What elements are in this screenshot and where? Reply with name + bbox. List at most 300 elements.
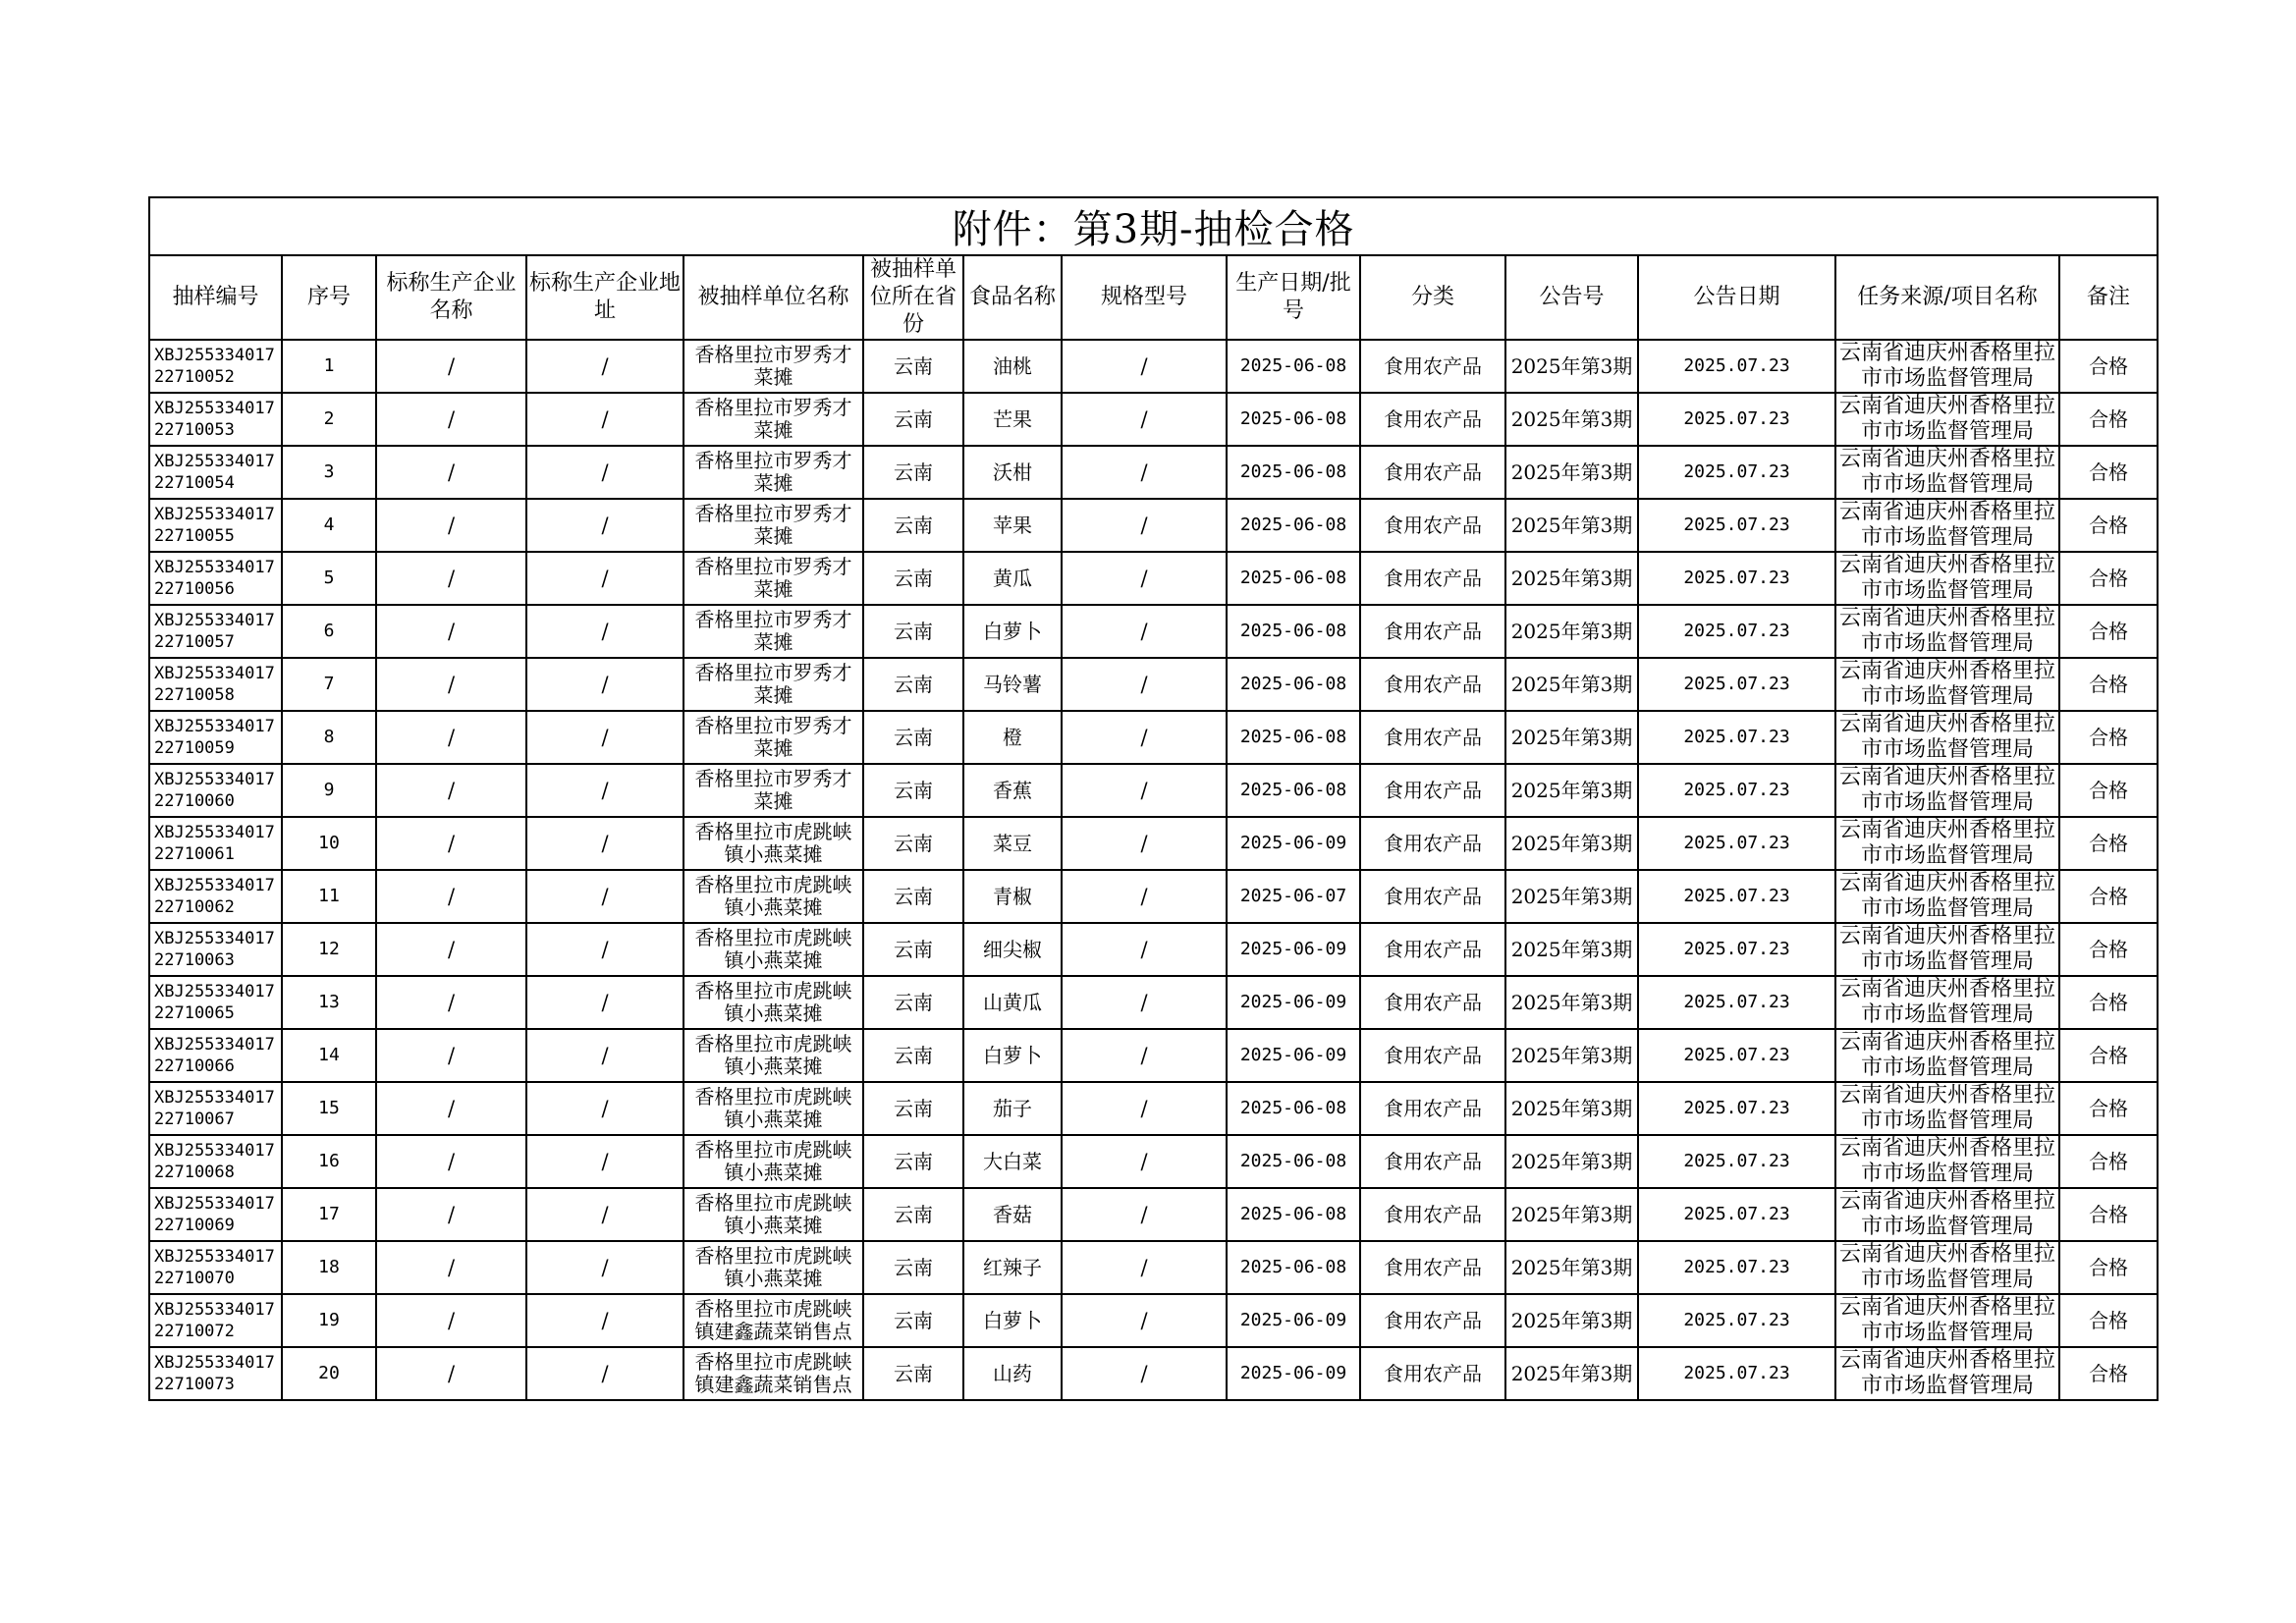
cell-food-name: 菜豆 — [963, 817, 1062, 870]
cell-food-name: 黄瓜 — [963, 552, 1062, 605]
cell-category: 食用农产品 — [1360, 1241, 1505, 1294]
cell-category: 食用农产品 — [1360, 499, 1505, 552]
cell-notice-no: 2025年第3期 — [1505, 1188, 1638, 1241]
table-row — [149, 658, 2158, 711]
cell-manufacturer-name: / — [376, 817, 526, 870]
cell-manufacturer-address: / — [526, 1294, 683, 1347]
cell-index: 10 — [282, 817, 376, 870]
cell-sampled-unit: 香格里拉市虎跳峡镇小燕菜摊 — [683, 976, 863, 1029]
table-row — [149, 817, 2158, 870]
cell-index: 15 — [282, 1082, 376, 1135]
cell-sampled-unit: 香格里拉市罗秀才菜摊 — [683, 499, 863, 552]
cell-spec: / — [1062, 499, 1227, 552]
cell-sampled-unit: 香格里拉市罗秀才菜摊 — [683, 446, 863, 499]
cell-notice-no: 2025年第3期 — [1505, 870, 1638, 923]
cell-food-name: 橙 — [963, 711, 1062, 764]
cell-province: 云南 — [863, 340, 963, 393]
cell-index: 19 — [282, 1294, 376, 1347]
cell-category: 食用农产品 — [1360, 711, 1505, 764]
cell-remark: 合格 — [2059, 552, 2158, 605]
cell-sample-code: XBJ25533401722710055 — [149, 499, 282, 552]
cell-task-source: 云南省迪庆州香格里拉市市场监督管理局 — [1835, 393, 2059, 446]
cell-notice-no: 2025年第3期 — [1505, 976, 1638, 1029]
header-task-source: 任务来源/项目名称 — [1835, 255, 2059, 340]
cell-spec: / — [1062, 1135, 1227, 1188]
cell-food-name: 香菇 — [963, 1188, 1062, 1241]
cell-remark: 合格 — [2059, 923, 2158, 976]
cell-food-name: 油桃 — [963, 340, 1062, 393]
cell-production-date: 2025-06-09 — [1227, 817, 1360, 870]
cell-category: 食用农产品 — [1360, 393, 1505, 446]
cell-notice-no: 2025年第3期 — [1505, 1082, 1638, 1135]
cell-manufacturer-name: / — [376, 658, 526, 711]
cell-manufacturer-name: / — [376, 870, 526, 923]
cell-province: 云南 — [863, 817, 963, 870]
cell-food-name: 白萝卜 — [963, 605, 1062, 658]
cell-production-date: 2025-06-08 — [1227, 393, 1360, 446]
cell-manufacturer-address: / — [526, 658, 683, 711]
cell-notice-date: 2025.07.23 — [1638, 923, 1835, 976]
cell-task-source: 云南省迪庆州香格里拉市市场监督管理局 — [1835, 923, 2059, 976]
cell-spec: / — [1062, 1241, 1227, 1294]
cell-notice-date: 2025.07.23 — [1638, 393, 1835, 446]
cell-food-name: 苹果 — [963, 499, 1062, 552]
cell-remark: 合格 — [2059, 605, 2158, 658]
cell-category: 食用农产品 — [1360, 605, 1505, 658]
cell-province: 云南 — [863, 764, 963, 817]
cell-manufacturer-address: / — [526, 1135, 683, 1188]
cell-production-date: 2025-06-09 — [1227, 1347, 1360, 1400]
cell-food-name: 山药 — [963, 1347, 1062, 1400]
cell-production-date: 2025-06-09 — [1227, 1029, 1360, 1082]
cell-remark: 合格 — [2059, 499, 2158, 552]
cell-manufacturer-address: / — [526, 817, 683, 870]
cell-category: 食用农产品 — [1360, 658, 1505, 711]
cell-sampled-unit: 香格里拉市虎跳峡镇小燕菜摊 — [683, 1135, 863, 1188]
cell-manufacturer-name: / — [376, 764, 526, 817]
cell-remark: 合格 — [2059, 1029, 2158, 1082]
cell-sampled-unit: 香格里拉市罗秀才菜摊 — [683, 552, 863, 605]
table-header-row — [149, 255, 2158, 340]
cell-index: 8 — [282, 711, 376, 764]
cell-province: 云南 — [863, 658, 963, 711]
cell-food-name: 山黄瓜 — [963, 976, 1062, 1029]
cell-index: 6 — [282, 605, 376, 658]
cell-notice-no: 2025年第3期 — [1505, 923, 1638, 976]
cell-index: 17 — [282, 1188, 376, 1241]
cell-remark: 合格 — [2059, 1135, 2158, 1188]
header-production-date: 生产日期/批号 — [1227, 255, 1360, 340]
cell-spec: / — [1062, 446, 1227, 499]
cell-task-source: 云南省迪庆州香格里拉市市场监督管理局 — [1835, 817, 2059, 870]
cell-notice-no: 2025年第3期 — [1505, 605, 1638, 658]
cell-manufacturer-address: / — [526, 1029, 683, 1082]
cell-manufacturer-name: / — [376, 605, 526, 658]
cell-province: 云南 — [863, 446, 963, 499]
cell-notice-no: 2025年第3期 — [1505, 764, 1638, 817]
cell-manufacturer-name: / — [376, 1029, 526, 1082]
cell-index: 5 — [282, 552, 376, 605]
cell-province: 云南 — [863, 976, 963, 1029]
cell-sample-code: XBJ25533401722710056 — [149, 552, 282, 605]
cell-food-name: 大白菜 — [963, 1135, 1062, 1188]
cell-province: 云南 — [863, 1294, 963, 1347]
cell-remark: 合格 — [2059, 817, 2158, 870]
cell-sampled-unit: 香格里拉市罗秀才菜摊 — [683, 711, 863, 764]
cell-production-date: 2025-06-08 — [1227, 1082, 1360, 1135]
cell-task-source: 云南省迪庆州香格里拉市市场监督管理局 — [1835, 552, 2059, 605]
table-row — [149, 1029, 2158, 1082]
cell-sampled-unit: 香格里拉市罗秀才菜摊 — [683, 393, 863, 446]
cell-manufacturer-name: / — [376, 340, 526, 393]
cell-production-date: 2025-06-08 — [1227, 764, 1360, 817]
cell-notice-no: 2025年第3期 — [1505, 1135, 1638, 1188]
cell-manufacturer-name: / — [376, 1135, 526, 1188]
table-row — [149, 923, 2158, 976]
table-row — [149, 1241, 2158, 1294]
cell-province: 云南 — [863, 605, 963, 658]
cell-category: 食用农产品 — [1360, 1347, 1505, 1400]
header-remark: 备注 — [2059, 255, 2158, 340]
cell-index: 3 — [282, 446, 376, 499]
cell-spec: / — [1062, 1347, 1227, 1400]
cell-remark: 合格 — [2059, 393, 2158, 446]
cell-manufacturer-name: / — [376, 976, 526, 1029]
cell-production-date: 2025-06-08 — [1227, 552, 1360, 605]
cell-spec: / — [1062, 923, 1227, 976]
cell-production-date: 2025-06-07 — [1227, 870, 1360, 923]
cell-manufacturer-address: / — [526, 605, 683, 658]
header-manufacturer-name: 标称生产企业名称 — [376, 255, 526, 340]
cell-production-date: 2025-06-09 — [1227, 923, 1360, 976]
cell-manufacturer-address: / — [526, 393, 683, 446]
cell-province: 云南 — [863, 552, 963, 605]
cell-notice-no: 2025年第3期 — [1505, 711, 1638, 764]
table-body — [149, 340, 2158, 1400]
header-food-name: 食品名称 — [963, 255, 1062, 340]
cell-production-date: 2025-06-08 — [1227, 1135, 1360, 1188]
cell-manufacturer-name: / — [376, 1347, 526, 1400]
cell-notice-date: 2025.07.23 — [1638, 1347, 1835, 1400]
cell-sample-code: XBJ25533401722710073 — [149, 1347, 282, 1400]
cell-province: 云南 — [863, 1135, 963, 1188]
cell-category: 食用农产品 — [1360, 1135, 1505, 1188]
cell-task-source: 云南省迪庆州香格里拉市市场监督管理局 — [1835, 711, 2059, 764]
cell-production-date: 2025-06-08 — [1227, 1188, 1360, 1241]
cell-remark: 合格 — [2059, 1082, 2158, 1135]
cell-remark: 合格 — [2059, 446, 2158, 499]
cell-spec: / — [1062, 340, 1227, 393]
cell-notice-date: 2025.07.23 — [1638, 1029, 1835, 1082]
cell-task-source: 云南省迪庆州香格里拉市市场监督管理局 — [1835, 1241, 2059, 1294]
cell-task-source: 云南省迪庆州香格里拉市市场监督管理局 — [1835, 499, 2059, 552]
cell-sampled-unit: 香格里拉市罗秀才菜摊 — [683, 605, 863, 658]
cell-notice-date: 2025.07.23 — [1638, 605, 1835, 658]
cell-manufacturer-name: / — [376, 923, 526, 976]
cell-manufacturer-address: / — [526, 1241, 683, 1294]
cell-notice-no: 2025年第3期 — [1505, 1294, 1638, 1347]
cell-sample-code: XBJ25533401722710065 — [149, 976, 282, 1029]
cell-sampled-unit: 香格里拉市罗秀才菜摊 — [683, 764, 863, 817]
cell-sample-code: XBJ25533401722710059 — [149, 711, 282, 764]
table-row — [149, 499, 2158, 552]
cell-category: 食用农产品 — [1360, 552, 1505, 605]
cell-spec: / — [1062, 976, 1227, 1029]
header-spec: 规格型号 — [1062, 255, 1227, 340]
cell-spec: / — [1062, 552, 1227, 605]
cell-province: 云南 — [863, 870, 963, 923]
cell-index: 16 — [282, 1135, 376, 1188]
cell-sampled-unit: 香格里拉市虎跳峡镇小燕菜摊 — [683, 1082, 863, 1135]
cell-sample-code: XBJ25533401722710068 — [149, 1135, 282, 1188]
cell-spec: / — [1062, 870, 1227, 923]
cell-sampled-unit: 香格里拉市虎跳峡镇小燕菜摊 — [683, 1241, 863, 1294]
cell-production-date: 2025-06-08 — [1227, 658, 1360, 711]
table-row — [149, 711, 2158, 764]
cell-manufacturer-name: / — [376, 393, 526, 446]
cell-sampled-unit: 香格里拉市虎跳峡镇小燕菜摊 — [683, 817, 863, 870]
cell-food-name: 细尖椒 — [963, 923, 1062, 976]
cell-province: 云南 — [863, 1347, 963, 1400]
cell-remark: 合格 — [2059, 870, 2158, 923]
cell-task-source: 云南省迪庆州香格里拉市市场监督管理局 — [1835, 976, 2059, 1029]
cell-sample-code: XBJ25533401722710053 — [149, 393, 282, 446]
cell-food-name: 白萝卜 — [963, 1294, 1062, 1347]
cell-food-name: 马铃薯 — [963, 658, 1062, 711]
cell-sampled-unit: 香格里拉市罗秀才菜摊 — [683, 658, 863, 711]
cell-notice-date: 2025.07.23 — [1638, 658, 1835, 711]
cell-manufacturer-name: / — [376, 499, 526, 552]
cell-production-date: 2025-06-08 — [1227, 711, 1360, 764]
cell-notice-date: 2025.07.23 — [1638, 340, 1835, 393]
cell-notice-no: 2025年第3期 — [1505, 1347, 1638, 1400]
cell-manufacturer-address: / — [526, 340, 683, 393]
cell-index: 9 — [282, 764, 376, 817]
cell-spec: / — [1062, 711, 1227, 764]
cell-manufacturer-address: / — [526, 1188, 683, 1241]
cell-task-source: 云南省迪庆州香格里拉市市场监督管理局 — [1835, 1347, 2059, 1400]
cell-sample-code: XBJ25533401722710072 — [149, 1294, 282, 1347]
cell-notice-date: 2025.07.23 — [1638, 711, 1835, 764]
cell-category: 食用农产品 — [1360, 764, 1505, 817]
cell-production-date: 2025-06-08 — [1227, 446, 1360, 499]
cell-notice-date: 2025.07.23 — [1638, 446, 1835, 499]
cell-notice-no: 2025年第3期 — [1505, 658, 1638, 711]
cell-notice-no: 2025年第3期 — [1505, 552, 1638, 605]
header-manufacturer-address: 标称生产企业地址 — [526, 255, 683, 340]
cell-production-date: 2025-06-08 — [1227, 499, 1360, 552]
cell-category: 食用农产品 — [1360, 1294, 1505, 1347]
table-row — [149, 976, 2158, 1029]
cell-spec: / — [1062, 658, 1227, 711]
cell-task-source: 云南省迪庆州香格里拉市市场监督管理局 — [1835, 1294, 2059, 1347]
cell-remark: 合格 — [2059, 764, 2158, 817]
cell-manufacturer-address: / — [526, 764, 683, 817]
cell-index: 1 — [282, 340, 376, 393]
cell-sample-code: XBJ25533401722710069 — [149, 1188, 282, 1241]
cell-category: 食用农产品 — [1360, 1029, 1505, 1082]
cell-food-name: 香蕉 — [963, 764, 1062, 817]
table-row — [149, 870, 2158, 923]
cell-food-name: 芒果 — [963, 393, 1062, 446]
cell-notice-date: 2025.07.23 — [1638, 1241, 1835, 1294]
cell-manufacturer-name: / — [376, 1082, 526, 1135]
cell-manufacturer-address: / — [526, 446, 683, 499]
cell-province: 云南 — [863, 499, 963, 552]
cell-task-source: 云南省迪庆州香格里拉市市场监督管理局 — [1835, 446, 2059, 499]
cell-task-source: 云南省迪庆州香格里拉市市场监督管理局 — [1835, 764, 2059, 817]
cell-category: 食用农产品 — [1360, 923, 1505, 976]
cell-spec: / — [1062, 764, 1227, 817]
header-category: 分类 — [1360, 255, 1505, 340]
cell-remark: 合格 — [2059, 1241, 2158, 1294]
cell-remark: 合格 — [2059, 340, 2158, 393]
cell-production-date: 2025-06-09 — [1227, 1294, 1360, 1347]
table-row — [149, 446, 2158, 499]
cell-manufacturer-address: / — [526, 870, 683, 923]
cell-sample-code: XBJ25533401722710060 — [149, 764, 282, 817]
cell-manufacturer-name: / — [376, 1241, 526, 1294]
table-row — [149, 1294, 2158, 1347]
cell-notice-no: 2025年第3期 — [1505, 1241, 1638, 1294]
cell-remark: 合格 — [2059, 976, 2158, 1029]
cell-category: 食用农产品 — [1360, 1082, 1505, 1135]
cell-manufacturer-address: / — [526, 1347, 683, 1400]
cell-notice-no: 2025年第3期 — [1505, 817, 1638, 870]
header-sample-code: 抽样编号 — [149, 255, 282, 340]
table-row — [149, 605, 2158, 658]
header-notice-date: 公告日期 — [1638, 255, 1835, 340]
cell-sample-code: XBJ25533401722710054 — [149, 446, 282, 499]
cell-manufacturer-name: / — [376, 552, 526, 605]
cell-notice-date: 2025.07.23 — [1638, 499, 1835, 552]
cell-sample-code: XBJ25533401722710062 — [149, 870, 282, 923]
cell-category: 食用农产品 — [1360, 870, 1505, 923]
cell-manufacturer-address: / — [526, 711, 683, 764]
cell-spec: / — [1062, 1082, 1227, 1135]
cell-province: 云南 — [863, 393, 963, 446]
cell-spec: / — [1062, 1029, 1227, 1082]
cell-province: 云南 — [863, 923, 963, 976]
cell-sample-code: XBJ25533401722710052 — [149, 340, 282, 393]
cell-index: 7 — [282, 658, 376, 711]
cell-remark: 合格 — [2059, 1188, 2158, 1241]
header-sampled-unit: 被抽样单位名称 — [683, 255, 863, 340]
inspection-table — [148, 196, 2159, 1401]
cell-category: 食用农产品 — [1360, 1188, 1505, 1241]
cell-sampled-unit: 香格里拉市虎跳峡镇小燕菜摊 — [683, 870, 863, 923]
cell-production-date: 2025-06-08 — [1227, 605, 1360, 658]
cell-sample-code: XBJ25533401722710067 — [149, 1082, 282, 1135]
header-index: 序号 — [282, 255, 376, 340]
cell-notice-no: 2025年第3期 — [1505, 499, 1638, 552]
cell-index: 2 — [282, 393, 376, 446]
cell-index: 11 — [282, 870, 376, 923]
cell-category: 食用农产品 — [1360, 340, 1505, 393]
header-notice-no: 公告号 — [1505, 255, 1638, 340]
cell-production-date: 2025-06-08 — [1227, 340, 1360, 393]
cell-notice-no: 2025年第3期 — [1505, 393, 1638, 446]
cell-sample-code: XBJ25533401722710070 — [149, 1241, 282, 1294]
cell-spec: / — [1062, 1188, 1227, 1241]
cell-remark: 合格 — [2059, 711, 2158, 764]
cell-notice-date: 2025.07.23 — [1638, 1294, 1835, 1347]
page-title: 附件：第3期-抽检合格 — [149, 197, 2158, 255]
cell-manufacturer-address: / — [526, 1082, 683, 1135]
cell-sampled-unit: 香格里拉市罗秀才菜摊 — [683, 340, 863, 393]
cell-index: 12 — [282, 923, 376, 976]
cell-notice-date: 2025.07.23 — [1638, 764, 1835, 817]
cell-province: 云南 — [863, 711, 963, 764]
cell-index: 18 — [282, 1241, 376, 1294]
cell-task-source: 云南省迪庆州香格里拉市市场监督管理局 — [1835, 658, 2059, 711]
cell-task-source: 云南省迪庆州香格里拉市市场监督管理局 — [1835, 1029, 2059, 1082]
cell-sampled-unit: 香格里拉市虎跳峡镇小燕菜摊 — [683, 923, 863, 976]
cell-spec: / — [1062, 393, 1227, 446]
table-row — [149, 1188, 2158, 1241]
cell-sample-code: XBJ25533401722710066 — [149, 1029, 282, 1082]
table-row — [149, 764, 2158, 817]
cell-production-date: 2025-06-09 — [1227, 976, 1360, 1029]
cell-notice-no: 2025年第3期 — [1505, 340, 1638, 393]
cell-spec: / — [1062, 605, 1227, 658]
cell-notice-date: 2025.07.23 — [1638, 817, 1835, 870]
cell-index: 13 — [282, 976, 376, 1029]
table-row — [149, 1135, 2158, 1188]
cell-sample-code: XBJ25533401722710058 — [149, 658, 282, 711]
cell-food-name: 青椒 — [963, 870, 1062, 923]
cell-remark: 合格 — [2059, 658, 2158, 711]
cell-food-name: 沃柑 — [963, 446, 1062, 499]
cell-remark: 合格 — [2059, 1294, 2158, 1347]
cell-food-name: 茄子 — [963, 1082, 1062, 1135]
cell-category: 食用农产品 — [1360, 446, 1505, 499]
cell-manufacturer-name: / — [376, 711, 526, 764]
cell-food-name: 白萝卜 — [963, 1029, 1062, 1082]
cell-notice-date: 2025.07.23 — [1638, 976, 1835, 1029]
cell-province: 云南 — [863, 1241, 963, 1294]
cell-task-source: 云南省迪庆州香格里拉市市场监督管理局 — [1835, 1188, 2059, 1241]
table-row — [149, 1082, 2158, 1135]
cell-notice-date: 2025.07.23 — [1638, 552, 1835, 605]
cell-manufacturer-address: / — [526, 976, 683, 1029]
table-row — [149, 340, 2158, 393]
cell-notice-date: 2025.07.23 — [1638, 1135, 1835, 1188]
cell-index: 4 — [282, 499, 376, 552]
cell-manufacturer-address: / — [526, 923, 683, 976]
cell-province: 云南 — [863, 1188, 963, 1241]
cell-sample-code: XBJ25533401722710057 — [149, 605, 282, 658]
cell-notice-date: 2025.07.23 — [1638, 1082, 1835, 1135]
cell-index: 14 — [282, 1029, 376, 1082]
cell-manufacturer-name: / — [376, 1294, 526, 1347]
cell-sample-code: XBJ25533401722710063 — [149, 923, 282, 976]
cell-sample-code: XBJ25533401722710061 — [149, 817, 282, 870]
cell-notice-no: 2025年第3期 — [1505, 1029, 1638, 1082]
cell-remark: 合格 — [2059, 1347, 2158, 1400]
cell-manufacturer-address: / — [526, 552, 683, 605]
cell-index: 20 — [282, 1347, 376, 1400]
cell-sampled-unit: 香格里拉市虎跳峡镇小燕菜摊 — [683, 1029, 863, 1082]
cell-sampled-unit: 香格里拉市虎跳峡镇建鑫蔬菜销售点 — [683, 1294, 863, 1347]
cell-sampled-unit: 香格里拉市虎跳峡镇小燕菜摊 — [683, 1188, 863, 1241]
cell-manufacturer-address: / — [526, 499, 683, 552]
cell-task-source: 云南省迪庆州香格里拉市市场监督管理局 — [1835, 340, 2059, 393]
cell-spec: / — [1062, 1294, 1227, 1347]
cell-manufacturer-name: / — [376, 1188, 526, 1241]
header-province: 被抽样单位所在省份 — [863, 255, 963, 340]
cell-task-source: 云南省迪庆州香格里拉市市场监督管理局 — [1835, 870, 2059, 923]
